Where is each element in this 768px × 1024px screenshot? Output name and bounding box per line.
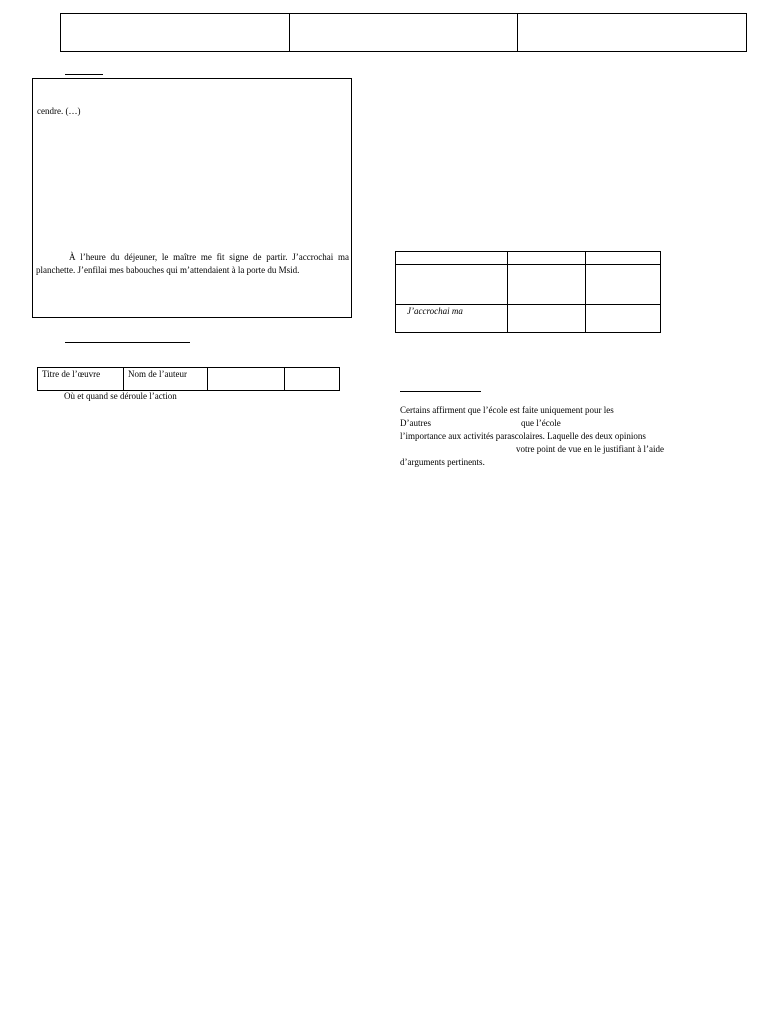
work-title-header: Titre de l’œuvre	[38, 368, 124, 391]
essay-line: l’importance aux activités parascolaires. Laquelle des deux opinions	[400, 431, 646, 441]
author-name-header: Nom de l’auteur	[124, 368, 208, 391]
grid-cell	[396, 265, 508, 305]
essay-line: D’autres que l’école	[400, 418, 561, 428]
questions-heading-underline	[65, 342, 190, 343]
info-cell-4	[285, 368, 340, 391]
text-passage-box	[32, 78, 352, 318]
essay-line: votre point de vue en le justifiant à l’aide	[516, 444, 664, 454]
work-info-table	[37, 367, 340, 391]
header-table	[60, 13, 747, 52]
passage-paragraph: À l’heure du déjeuner, le maître me fit signe de partir. J’accrochai ma planchette. J’enfilai mes babouches qui m’attendaient à la porte du Msid.	[36, 252, 349, 275]
grid-cell	[586, 252, 661, 265]
grid-cell	[586, 265, 661, 305]
header-cell-3	[518, 14, 747, 52]
header-cell-1	[61, 14, 290, 52]
passage-line: cendre. (…)	[37, 106, 81, 116]
question-setting: Où et quand se déroule l’action	[64, 391, 177, 401]
grid-cell-quote: J’accrochai ma	[396, 305, 508, 333]
grid-cell	[396, 252, 508, 265]
essay-line: Certains affirment que l’école est faite uniquement pour les	[400, 405, 614, 415]
grid-cell	[508, 265, 586, 305]
header-cell-2	[289, 14, 518, 52]
essay-heading-underline	[400, 391, 481, 392]
grid-cell	[586, 305, 661, 333]
essay-subject	[400, 404, 740, 469]
info-cell-3	[208, 368, 285, 391]
grid-cell	[508, 252, 586, 265]
section-heading-underline	[65, 74, 103, 75]
essay-line: d’arguments pertinents.	[400, 457, 485, 467]
grid-cell	[508, 305, 586, 333]
analysis-grid-table	[395, 251, 661, 333]
